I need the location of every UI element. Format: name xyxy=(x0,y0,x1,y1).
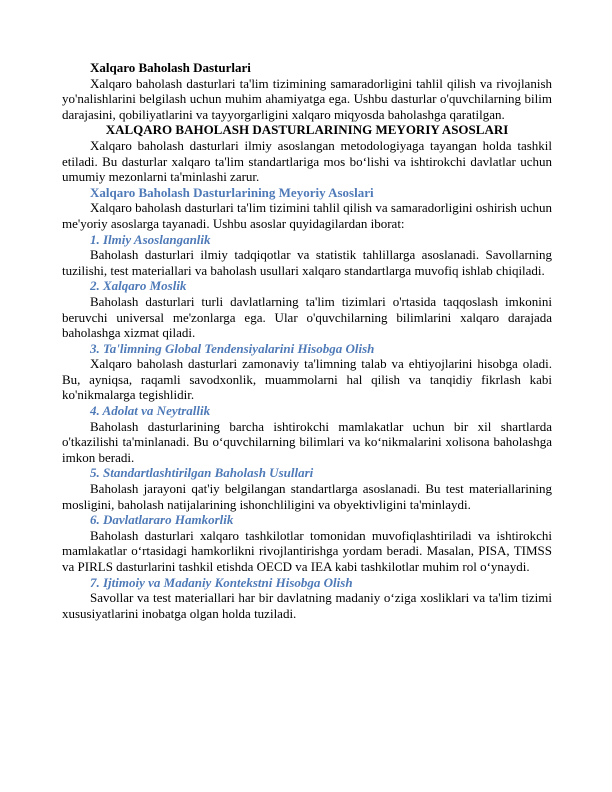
section-paragraph: Xalqaro baholash dasturlari ta'lim tizimini tahlil qilish va samaradorligini oshirish uchun me'yoriy asoslarga tayanadi. Ushbu asoslar quyidagilardan iborat: xyxy=(62,200,552,231)
section-heading: Xalqaro Baholash Dasturlarining Meyoriy Asoslari xyxy=(90,184,374,200)
main-heading: XALQARO BAHOLASH DASTURLARINING MEYORIY ASOSLARI xyxy=(105,122,509,138)
item-text-6: Baholash dasturlari xalqaro tashkilotlar tomonidan muvofiqlashtiriladi va ishtirokchi mamlakatlar o‘rtasidagi hamkorlikni rivojlantirishga yordam beradi. Masalan, PISA, TIMSS va PIRLS dasturlarini tashkil etishda OECD va IEA kabi tashkilotlar muhim rol o‘ynaydi. xyxy=(62,527,552,574)
main-paragraph: Xalqaro baholash dasturlari ilmiy asoslangan metodologiyaga tayangan holda tashkil etiladi. Bu dasturlar xalqaro ta'lim standartlariga mos bo‘lishi va ishtirokchi davlatlar uchun umumiy mezonlarni ta'minlashi zarur. xyxy=(62,137,552,185)
item-text-7: Savollar va test materiallari har bir davlatning madaniy o‘ziga xosliklari va ta'lim tizimi xususiyatlarini inobatga olgan holda tuziladi. xyxy=(62,590,552,621)
item-heading-5: 5. Standartlashtirilgan Baholash Usullari xyxy=(90,465,314,481)
item-text-5: Baholash jarayoni qat'iy belgilangan standartlarga asoslanadi. Bu test materiallarining mosligini, baholash natijalarining ishonchliligini va obyektivligini ta'minlaydi. xyxy=(62,481,552,512)
item-heading-2: 2. Xalqaro Moslik xyxy=(90,278,187,294)
item-text-4: Baholash dasturlarining barcha ishtirokchi mamlakatlar uchun bir xil shartlarda o'tkazilishi ta'minlanadi. Bu o‘quvchilarning bilimlari va ko‘nikmalarini xolisona baholashga imkon beradi. xyxy=(62,418,552,465)
item-text-1: Baholash dasturlari ilmiy tadqiqotlar va statistik tahlillarga asoslanadi. Savollarning tuzilishi, test materiallari va baholash usullari xalqaro standartlarga muvofiq ishlab chiqiladi. xyxy=(62,247,552,278)
document-page xyxy=(62,60,552,621)
document-title: Xalqaro Baholash Dasturlari xyxy=(90,60,251,75)
item-heading-1: 1. Ilmiy Asoslanganlik xyxy=(90,231,211,247)
item-heading-7: 7. Ijtimoiy va Madaniy Kontekstni Hisobga Olish xyxy=(90,574,353,590)
item-text-2: Baholash dasturlari turli davlatlarning ta'lim tizimlari o'rtasida taqqoslash imkonini beruvchi universal me'zonlarga ega. Ular o'quvchilarning bilimlarini xalqaro darajada baholashga xizmat qiladi. xyxy=(62,293,552,341)
item-heading-3: 3. Ta'limning Global Tendensiyalarini Hisobga Olish xyxy=(90,340,375,356)
item-heading-4: 4. Adolat va Neytrallik xyxy=(90,403,211,419)
item-text-3: Xalqaro baholash dasturlari zamonaviy ta'limning talab va ehtiyojlarini hisobga oladi. Bu, ayniqsa, raqamli savodxonlik, muammolarni hal qilish va tanqidiy fikrlash kabi ko'nikmalarga tegishlidir. xyxy=(62,356,552,403)
item-heading-6: 6. Davlatlararo Hamkorlik xyxy=(90,512,234,528)
intro-paragraph: Xalqaro baholash dasturlari ta'lim tizimining samaradorligini tahlil qilish va rivojlanish yo'nalishlarini belgilash uchun muhim ahamiyatga ega. Ushbu dasturlar o'quvchilarning bilim darajasini, qobiliyatlarini va tayyorgarligini xalqaro miqyosda baholashga qaratilgan. xyxy=(62,75,552,122)
